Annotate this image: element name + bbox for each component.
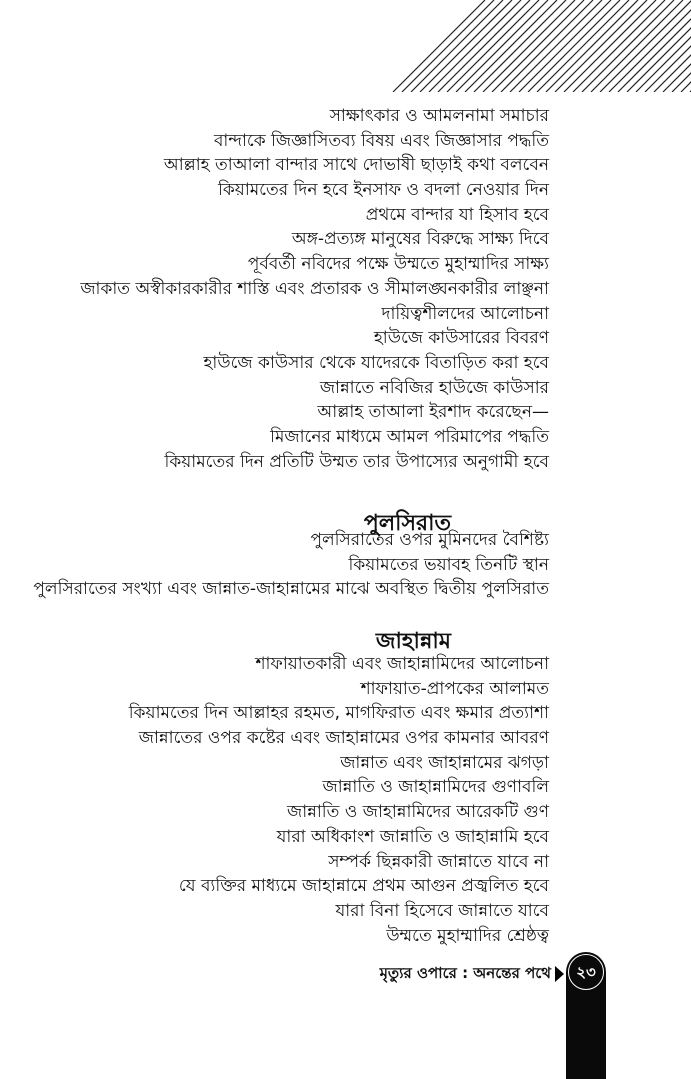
list-item: কিয়ামতের ভয়াবহ তিনটি স্থান [348,554,549,575]
list-item: অঙ্গ-প্রত্যঙ্গ মানুষের বিরুদ্ধে সাক্ষ্য দিবে [291,229,549,250]
list-item: কিয়ামতের দিন হবে ইনসাফ ও বদলা নেওয়ার দিন [218,180,549,201]
list-item: উম্মতে মুহাম্মাদির শ্রেষ্ঠত্ব [386,925,549,946]
list-item: জান্নাতের ওপর কষ্টের এবং জাহান্নামের ওপর কামনার আবরণ [138,728,549,749]
right-triangle-arrow-icon [555,966,564,982]
hatch-line [546,0,638,92]
list-item: কিয়ামতের দিন আল্লাহর রহমত, মাগফিরাত এবং ক্ষমার প্রত্যাশা [128,703,549,724]
diagonal-hatch-decoration [385,0,691,92]
list-item: সম্পর্ক ছিন্নকারী জান্নাতে যাবে না [328,851,549,872]
list-item: কিয়ামতের দিন প্রতিটি উম্মত তার উপাস্যের অনুগামী হবে [164,451,549,472]
list-item: পুলসিরাতের সংখ্যা এবং জান্নাত-জাহান্নামের মাঝে অবস্থিত দ্বিতীয় পুলসিরাত [33,579,549,600]
list-item: প্রথমে বান্দার যা হিসাব হবে [365,204,549,225]
hatch-line [528,0,620,92]
hatch-line [402,0,494,92]
hatch-line [519,0,611,92]
section-heading-jahannam: জাহান্নাম [375,629,451,654]
list-item: যে ব্যক্তির মাধ্যমে জাহান্নামে প্রথম আগুন প্রজ্বলিত হবে [178,876,549,897]
list-item: জান্নাতি ও জাহান্নামিদের আরেকটি গুণ [287,802,549,823]
contents-list-jahannam [129,652,549,948]
list-item: জান্নাত এবং জাহান্নামের ঝগড়া [340,752,549,773]
hatch-line [429,0,521,92]
list-item: পুলসিরাতের ওপর মুমিনদের বৈশিষ্ট্য [310,530,549,550]
hatch-line [393,0,485,92]
list-item: সাক্ষাৎকার ও আমলনামা সমাচার [329,106,549,126]
hatch-line [591,0,683,92]
list-item: যারা অধিকাংশ জান্নাতি ও জাহান্নামি হবে [276,826,549,847]
list-item: শাফায়াত-প্রাপকের আলামত [360,678,549,699]
list-item: দায়িত্বশীলদের আলোচনা [381,303,549,324]
list-item: হাউজে কাউসারের বিবরণ [373,328,549,349]
list-item: জান্নাতি ও জাহান্নামিদের গুণাবলি [322,777,549,798]
hatch-line [564,0,656,92]
list-item: হাউজে কাউসার থেকে যাদেরকে বিতাড়িত করা হবে [203,352,549,373]
hatch-line [582,0,674,92]
list-item: জান্নাতে নবিজির হাউজে কাউসার [319,377,549,398]
hatch-line [474,0,566,92]
contents-list-1 [80,104,549,474]
hatch-line [483,0,575,92]
list-item: জাকাত অস্বীকারকারীর শাস্তি এবং প্রতারক ও সীমালঙ্ঘনকারীর লাঞ্ছনা [80,278,549,299]
hatch-line [501,0,593,92]
hatch-line [465,0,557,92]
hatch-line [447,0,539,92]
hatch-line [555,0,647,92]
hatch-line [573,0,665,92]
hatch-line [438,0,530,92]
footer-book-title: মৃত্যুর ওপারে : অনন্তের পথে [379,964,551,982]
contents-list-pulsirat [33,528,549,602]
list-item: পূর্ববর্তী নবিদের পক্ষে উম্মতে মুহাম্মাদির সাক্ষ্য [247,254,549,275]
section-heading-pulsirat: পুলসিরাত [363,511,451,536]
hatch-line [456,0,548,92]
page-number: ২৩ [568,954,604,990]
hatch-line [537,0,629,92]
list-item: বান্দাকে জিজ্ঞাসিতব্য বিষয় এবং জিজ্ঞাসার পদ্ধতি [213,130,549,151]
list-item: আল্লাহ তাআলা বান্দার সাথে দোভাষী ছাড়াই কথা বলবেন [163,155,549,176]
list-item: আল্লাহ তাআলা ইরশাদ করেছেন— [317,402,549,423]
list-item: যারা বিনা হিসেবে জান্নাতে যাবে [335,900,549,921]
list-item: মিজানের মাধ্যমে আমল পরিমাপের পদ্ধতি [270,426,549,447]
hatch-line [411,0,503,92]
list-item: শাফায়াতকারী এবং জাহান্নামিদের আলোচনা [255,654,549,674]
hatch-line [492,0,584,92]
hatch-line [510,0,602,92]
hatch-line [420,0,512,92]
